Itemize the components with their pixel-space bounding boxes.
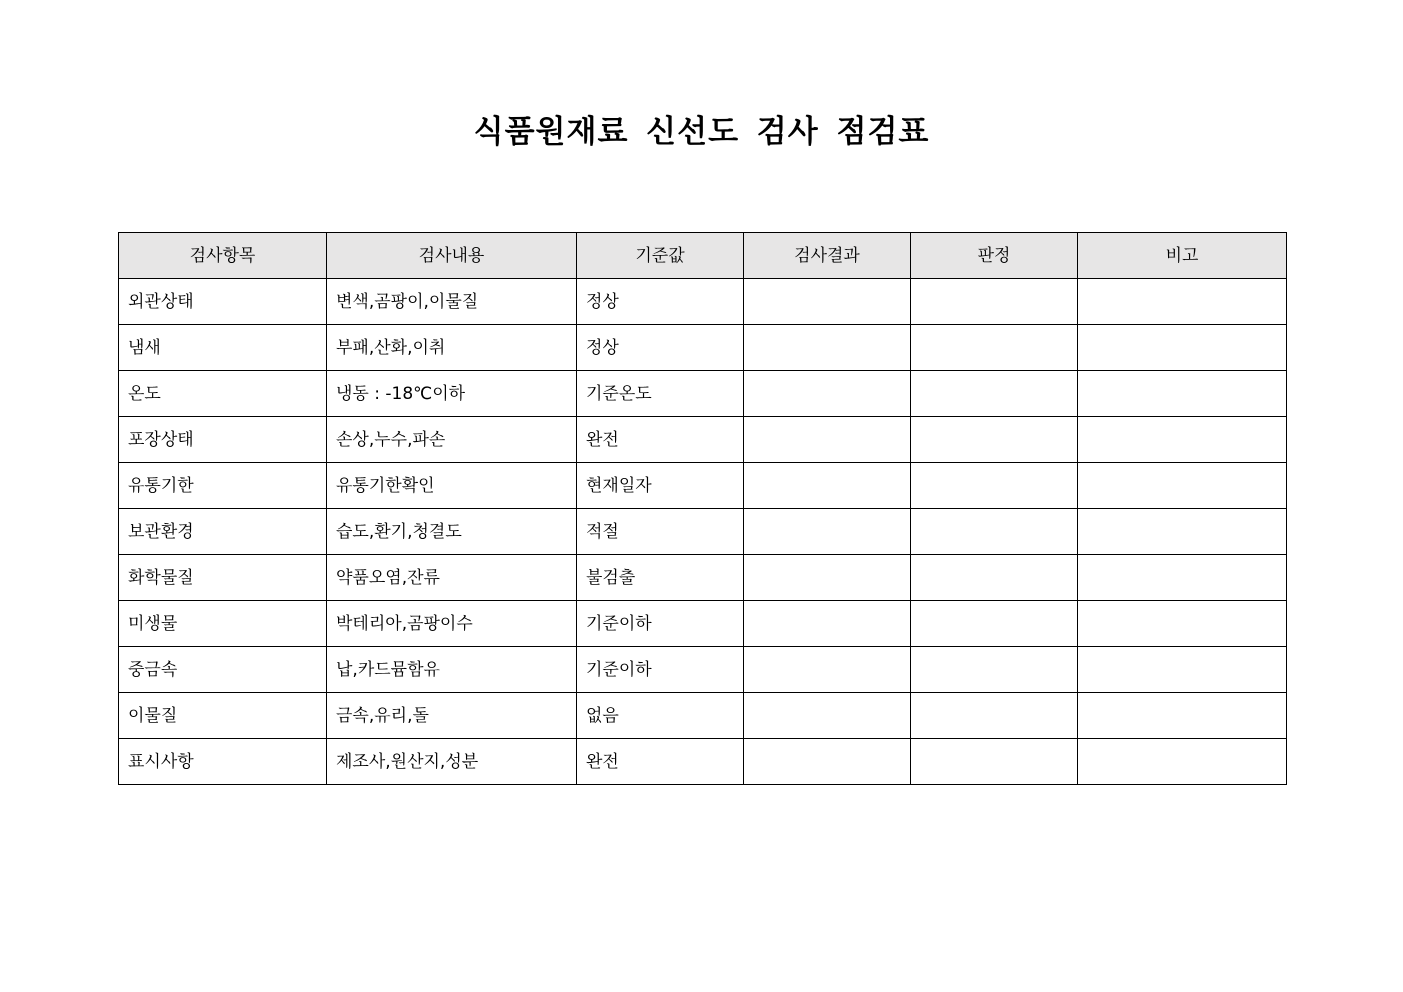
cell-inspection-result (744, 601, 911, 647)
cell-inspection-item: 유통기한 (119, 463, 327, 509)
cell-note (1078, 693, 1287, 739)
cell-inspection-item: 보관환경 (119, 509, 327, 555)
cell-judgment (911, 739, 1078, 785)
table-row (119, 647, 1287, 693)
cell-inspection-content: 부패,산화,이취 (327, 325, 577, 371)
cell-inspection-result (744, 739, 911, 785)
table-row (119, 739, 1287, 785)
header-inspection-item: 검사항목 (119, 233, 327, 279)
table-row (119, 371, 1287, 417)
header-standard-value: 기준값 (577, 233, 744, 279)
inspection-checklist-table (118, 232, 1287, 785)
cell-judgment (911, 647, 1078, 693)
cell-judgment (911, 279, 1078, 325)
cell-inspection-item: 표시사항 (119, 739, 327, 785)
cell-inspection-item: 이물질 (119, 693, 327, 739)
cell-inspection-result (744, 463, 911, 509)
cell-note (1078, 279, 1287, 325)
cell-standard-value: 없음 (577, 693, 744, 739)
cell-inspection-content: 금속,유리,돌 (327, 693, 577, 739)
cell-standard-value: 기준이하 (577, 601, 744, 647)
cell-note (1078, 647, 1287, 693)
cell-inspection-item: 온도 (119, 371, 327, 417)
cell-inspection-result (744, 325, 911, 371)
cell-inspection-item: 냄새 (119, 325, 327, 371)
cell-inspection-result (744, 279, 911, 325)
cell-judgment (911, 601, 1078, 647)
cell-inspection-content: 유통기한확인 (327, 463, 577, 509)
cell-standard-value: 적절 (577, 509, 744, 555)
cell-note (1078, 555, 1287, 601)
table-row (119, 279, 1287, 325)
cell-inspection-result (744, 693, 911, 739)
cell-note (1078, 601, 1287, 647)
cell-note (1078, 739, 1287, 785)
cell-inspection-result (744, 555, 911, 601)
cell-inspection-item: 미생물 (119, 601, 327, 647)
cell-judgment (911, 417, 1078, 463)
cell-standard-value: 정상 (577, 325, 744, 371)
table-row (119, 417, 1287, 463)
table-row (119, 463, 1287, 509)
cell-inspection-content: 습도,환기,청결도 (327, 509, 577, 555)
cell-inspection-content: 손상,누수,파손 (327, 417, 577, 463)
cell-inspection-result (744, 371, 911, 417)
cell-inspection-content: 변색,곰팡이,이물질 (327, 279, 577, 325)
cell-note (1078, 325, 1287, 371)
table-header (119, 233, 1287, 279)
cell-inspection-result (744, 417, 911, 463)
page-title: 식품원재료 신선도 검사 점검표 (473, 114, 930, 150)
header-judgment: 판정 (911, 233, 1078, 279)
cell-judgment (911, 325, 1078, 371)
header-note: 비고 (1078, 233, 1287, 279)
cell-inspection-content: 박테리아,곰팡이수 (327, 601, 577, 647)
table-row (119, 555, 1287, 601)
cell-note (1078, 509, 1287, 555)
cell-inspection-result (744, 647, 911, 693)
cell-inspection-item: 화학물질 (119, 555, 327, 601)
cell-standard-value: 불검출 (577, 555, 744, 601)
table-body (119, 279, 1287, 785)
cell-note (1078, 371, 1287, 417)
cell-judgment (911, 509, 1078, 555)
cell-judgment (911, 371, 1078, 417)
cell-inspection-result (744, 509, 911, 555)
table-row (119, 601, 1287, 647)
cell-standard-value: 정상 (577, 279, 744, 325)
cell-judgment (911, 463, 1078, 509)
cell-inspection-content: 냉동 : -18℃이하 (327, 371, 577, 417)
cell-judgment (911, 693, 1078, 739)
cell-standard-value: 기준온도 (577, 371, 744, 417)
header-inspection-result: 검사결과 (744, 233, 911, 279)
cell-inspection-content: 납,카드뮴함유 (327, 647, 577, 693)
table-row (119, 325, 1287, 371)
cell-note (1078, 463, 1287, 509)
cell-inspection-content: 약품오염,잔류 (327, 555, 577, 601)
table-row (119, 509, 1287, 555)
cell-note (1078, 417, 1287, 463)
cell-standard-value: 현재일자 (577, 463, 744, 509)
header-row (119, 233, 1287, 279)
cell-inspection-item: 외관상태 (119, 279, 327, 325)
cell-inspection-content: 제조사,원산지,성분 (327, 739, 577, 785)
cell-inspection-item: 중금속 (119, 647, 327, 693)
cell-inspection-item: 포장상태 (119, 417, 327, 463)
cell-standard-value: 완전 (577, 417, 744, 463)
cell-standard-value: 완전 (577, 739, 744, 785)
table-row (119, 693, 1287, 739)
cell-standard-value: 기준이하 (577, 647, 744, 693)
header-inspection-content: 검사내용 (327, 233, 577, 279)
cell-judgment (911, 555, 1078, 601)
